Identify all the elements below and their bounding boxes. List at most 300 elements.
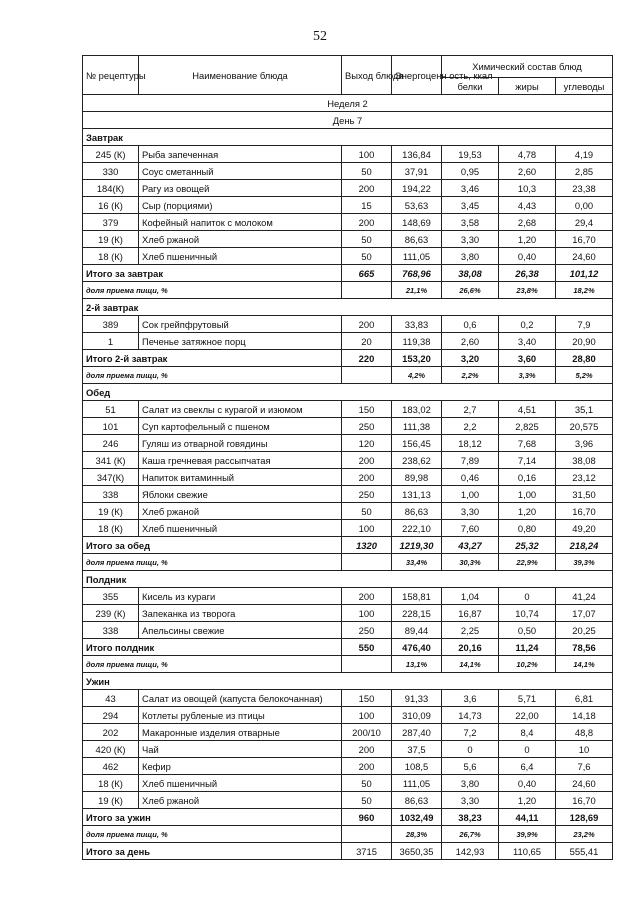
meal-total-value: 44,11: [499, 809, 556, 826]
dish-cell: 1,20: [499, 231, 556, 248]
dish-cell: 3,40: [499, 333, 556, 350]
dish-cell: 6,81: [556, 690, 613, 707]
dish-cell: 16,87: [442, 605, 499, 622]
meal-total-value: 25,32: [499, 537, 556, 554]
dish-cell: 19 (К): [83, 503, 139, 520]
dish-cell: 41,24: [556, 588, 613, 605]
day-total-value: 3715: [342, 843, 392, 860]
dish-cell: 7,9: [556, 316, 613, 333]
dish-cell: 14,18: [556, 707, 613, 724]
dish-cell: 48,8: [556, 724, 613, 741]
meal-share-row: [83, 826, 613, 843]
dish-cell: 310,09: [392, 707, 442, 724]
dish-cell: 2,7: [442, 401, 499, 418]
dish-cell: Яблоки свежие: [139, 486, 342, 503]
dish-row: [83, 146, 613, 163]
dish-row: [83, 605, 613, 622]
dish-cell: 24,60: [556, 248, 613, 265]
dish-cell: 100: [342, 146, 392, 163]
dish-cell: 2,60: [442, 333, 499, 350]
dish-cell: 89,98: [392, 469, 442, 486]
dish-row: [83, 248, 613, 265]
section-title: Завтрак: [83, 129, 613, 146]
meal-total-value: 768,96: [392, 265, 442, 282]
dish-cell: 250: [342, 486, 392, 503]
meal-total-value: 550: [342, 639, 392, 656]
dish-cell: Хлеб пшеничный: [139, 248, 342, 265]
dish-cell: Котлеты рубленые из птицы: [139, 707, 342, 724]
meal-total-value: 3,60: [499, 350, 556, 367]
meal-total-value: 28,80: [556, 350, 613, 367]
dish-cell: 330: [83, 163, 139, 180]
dish-cell: Кофейный напиток с молоком: [139, 214, 342, 231]
dish-cell: 15: [342, 197, 392, 214]
dish-cell: 184(К): [83, 180, 139, 197]
dish-cell: 6,4: [499, 758, 556, 775]
dish-cell: 355: [83, 588, 139, 605]
meal-share-value: 22,9%: [499, 554, 556, 571]
meal-total-value: 78,56: [556, 639, 613, 656]
section-title-row: [83, 571, 613, 588]
dish-cell: Печенье затяжное порц: [139, 333, 342, 350]
dish-cell: 16 (К): [83, 197, 139, 214]
dish-cell: 35,1: [556, 401, 613, 418]
dish-cell: 7,2: [442, 724, 499, 741]
meal-total-value: 128,69: [556, 809, 613, 826]
meal-total-value: 220: [342, 350, 392, 367]
dish-cell: 111,05: [392, 248, 442, 265]
dish-cell: 20,90: [556, 333, 613, 350]
dish-cell: 89,44: [392, 622, 442, 639]
dish-cell: 3,30: [442, 792, 499, 809]
dish-row: [83, 214, 613, 231]
dish-cell: 250: [342, 622, 392, 639]
dish-cell: 200/10: [342, 724, 392, 741]
meal-share-label: доля приема пищи, %: [83, 367, 342, 384]
dish-cell: 4,43: [499, 197, 556, 214]
dish-cell: 4,78: [499, 146, 556, 163]
meal-total-label: Итого за ужин: [83, 809, 342, 826]
dish-cell: 0,40: [499, 775, 556, 792]
dish-cell: 38,08: [556, 452, 613, 469]
meal-total-label: Итого за завтрак: [83, 265, 342, 282]
dish-cell: 250: [342, 418, 392, 435]
dish-cell: 200: [342, 741, 392, 758]
dish-cell: Сок грейпфрутовый: [139, 316, 342, 333]
dish-cell: 50: [342, 792, 392, 809]
dish-cell: 136,84: [392, 146, 442, 163]
dish-cell: 3,58: [442, 214, 499, 231]
meal-share-value: 21,1%: [392, 282, 442, 299]
dish-cell: 3,96: [556, 435, 613, 452]
meal-share-value: 2,2%: [442, 367, 499, 384]
dish-cell: 3,30: [442, 503, 499, 520]
meal-total-value: 476,40: [392, 639, 442, 656]
dish-cell: Макаронные изделия отварные: [139, 724, 342, 741]
dish-cell: 20: [342, 333, 392, 350]
meal-total-value: 11,24: [499, 639, 556, 656]
dish-cell: 7,68: [499, 435, 556, 452]
dish-cell: 294: [83, 707, 139, 724]
dish-cell: 37,91: [392, 163, 442, 180]
meal-total-value: 218,24: [556, 537, 613, 554]
meal-share-row: [83, 282, 613, 299]
dish-cell: 18 (К): [83, 248, 139, 265]
dish-cell: Хлеб ржаной: [139, 792, 342, 809]
dish-cell: 0,40: [499, 248, 556, 265]
meal-total-value: 1320: [342, 537, 392, 554]
dish-cell: 0,95: [442, 163, 499, 180]
protein-header: белки: [442, 78, 499, 95]
dish-cell: 5,71: [499, 690, 556, 707]
dish-cell: 20,25: [556, 622, 613, 639]
dish-cell: Напиток витаминный: [139, 469, 342, 486]
dish-cell: 10: [556, 741, 613, 758]
dish-cell: 0,6: [442, 316, 499, 333]
meal-share-label: доля приема пищи, %: [83, 656, 342, 673]
dish-cell: 238,62: [392, 452, 442, 469]
meal-share-label: доля приема пищи, %: [83, 826, 342, 843]
meal-share-value: 14,1%: [442, 656, 499, 673]
dish-cell: 50: [342, 163, 392, 180]
dish-cell: 148,69: [392, 214, 442, 231]
meal-share-row: [83, 554, 613, 571]
dish-cell: 202: [83, 724, 139, 741]
dish-cell: 16,70: [556, 792, 613, 809]
dish-row: [83, 163, 613, 180]
dish-cell: Хлеб пшеничный: [139, 520, 342, 537]
dish-cell: 0: [499, 741, 556, 758]
dish-cell: 1,20: [499, 792, 556, 809]
meal-share-value: 14,1%: [556, 656, 613, 673]
meal-share-value: 13,1%: [392, 656, 442, 673]
dish-cell: 86,63: [392, 792, 442, 809]
dish-cell: 1: [83, 333, 139, 350]
dish-cell: 53,63: [392, 197, 442, 214]
meal-share-row: [83, 656, 613, 673]
day-total-value: 110,65: [499, 843, 556, 860]
meal-share-value: 39,3%: [556, 554, 613, 571]
dish-cell: 23,38: [556, 180, 613, 197]
meal-total-value: 38,23: [442, 809, 499, 826]
dish-cell: Салат из свеклы с курагой и изюмом: [139, 401, 342, 418]
dish-cell: Хлеб пшеничный: [139, 775, 342, 792]
dish-cell: Рыба запеченная: [139, 146, 342, 163]
dish-cell: 50: [342, 248, 392, 265]
dish-cell: 22,00: [499, 707, 556, 724]
dish-cell: 86,63: [392, 231, 442, 248]
yield-header: Выход блюда: [342, 56, 392, 95]
meal-share-value: 23,8%: [499, 282, 556, 299]
dish-cell: 100: [342, 520, 392, 537]
meal-share-label: доля приема пищи, %: [83, 554, 342, 571]
meal-total-value: 20,16: [442, 639, 499, 656]
dish-row: [83, 418, 613, 435]
dish-cell: 7,6: [556, 758, 613, 775]
dish-cell: 100: [342, 707, 392, 724]
dish-row: [83, 792, 613, 809]
dish-cell: 338: [83, 622, 139, 639]
dish-cell: 222,10: [392, 520, 442, 537]
dish-cell: 8,4: [499, 724, 556, 741]
dish-cell: 108,5: [392, 758, 442, 775]
dish-cell: 49,20: [556, 520, 613, 537]
dish-cell: 91,33: [392, 690, 442, 707]
day-total-row: [83, 843, 613, 860]
dish-cell: 200: [342, 588, 392, 605]
dish-cell: 5,6: [442, 758, 499, 775]
dish-cell: 200: [342, 469, 392, 486]
meal-share-value: 3,3%: [499, 367, 556, 384]
dish-cell: 7,60: [442, 520, 499, 537]
table-header: [83, 56, 613, 95]
meal-share-row: [83, 367, 613, 384]
meal-share-value: 23,2%: [556, 826, 613, 843]
dish-cell: 379: [83, 214, 139, 231]
fat-header: жиры: [499, 78, 556, 95]
dish-cell: 150: [342, 401, 392, 418]
dish-cell: Каша гречневая рассыпчатая: [139, 452, 342, 469]
dish-cell: 462: [83, 758, 139, 775]
dish-cell: Рагу из овощей: [139, 180, 342, 197]
dish-cell: 111,38: [392, 418, 442, 435]
meal-share-value: 18,2%: [556, 282, 613, 299]
dish-cell: 101: [83, 418, 139, 435]
dish-cell: 389: [83, 316, 139, 333]
dish-cell: 10,3: [499, 180, 556, 197]
dish-row: [83, 775, 613, 792]
section-title-row: [83, 129, 613, 146]
dish-cell: 2,68: [499, 214, 556, 231]
dish-cell: Суп картофельный с пшеном: [139, 418, 342, 435]
dish-cell: 37,5: [392, 741, 442, 758]
dish-row: [83, 197, 613, 214]
dish-row: [83, 622, 613, 639]
dish-cell: 338: [83, 486, 139, 503]
table-body: [83, 95, 613, 860]
meal-share-empty: [342, 282, 392, 299]
dish-row: [83, 486, 613, 503]
dish-cell: 200: [342, 316, 392, 333]
dish-cell: 200: [342, 758, 392, 775]
dish-cell: 156,45: [392, 435, 442, 452]
dish-cell: 0,50: [499, 622, 556, 639]
section-title: Ужин: [83, 673, 613, 690]
dish-cell: 200: [342, 452, 392, 469]
dish-cell: 347(К): [83, 469, 139, 486]
dish-cell: 239 (К): [83, 605, 139, 622]
dish-cell: Хлеб ржаной: [139, 231, 342, 248]
week-label: Неделя 2: [83, 95, 613, 112]
dish-row: [83, 469, 613, 486]
dish-cell: Запеканка из творога: [139, 605, 342, 622]
dish-row: [83, 180, 613, 197]
meal-total-row: [83, 350, 613, 367]
dish-cell: 111,05: [392, 775, 442, 792]
dish-cell: Апельсины свежие: [139, 622, 342, 639]
dish-cell: 3,80: [442, 775, 499, 792]
meal-share-empty: [342, 554, 392, 571]
meal-total-value: 38,08: [442, 265, 499, 282]
dish-cell: 2,25: [442, 622, 499, 639]
section-title-row: [83, 299, 613, 316]
dish-cell: 120: [342, 435, 392, 452]
dish-cell: 7,89: [442, 452, 499, 469]
dish-cell: 150: [342, 690, 392, 707]
meal-share-value: 39,9%: [499, 826, 556, 843]
meal-total-value: 665: [342, 265, 392, 282]
section-title: 2-й завтрак: [83, 299, 613, 316]
dish-cell: 14,73: [442, 707, 499, 724]
meal-share-label: доля приема пищи, %: [83, 282, 342, 299]
dish-cell: 0,16: [499, 469, 556, 486]
section-title-row: [83, 673, 613, 690]
dish-cell: 2,825: [499, 418, 556, 435]
dish-cell: 2,60: [499, 163, 556, 180]
dish-cell: 0,80: [499, 520, 556, 537]
dish-row: [83, 520, 613, 537]
dish-cell: 341 (К): [83, 452, 139, 469]
meal-total-label: Итого 2-й завтрак: [83, 350, 342, 367]
dish-cell: 0: [442, 741, 499, 758]
dish-cell: 0,46: [442, 469, 499, 486]
dish-cell: Гуляш из отварной говядины: [139, 435, 342, 452]
dish-cell: 29,4: [556, 214, 613, 231]
dish-cell: 19 (К): [83, 792, 139, 809]
section-title-row: [83, 384, 613, 401]
page-number: 52: [313, 29, 327, 44]
day-label: День 7: [83, 112, 613, 129]
day-total-value: 555,41: [556, 843, 613, 860]
dish-cell: 19 (К): [83, 231, 139, 248]
dish-cell: 200: [342, 214, 392, 231]
dish-row: [83, 503, 613, 520]
meal-total-value: 1219,30: [392, 537, 442, 554]
dish-cell: 16,70: [556, 503, 613, 520]
dish-cell: 1,20: [499, 503, 556, 520]
dish-cell: 2,85: [556, 163, 613, 180]
dish-row: [83, 401, 613, 418]
meal-share-value: 26,6%: [442, 282, 499, 299]
dish-cell: 50: [342, 775, 392, 792]
dish-cell: Салат из овощей (капуста белокочанная): [139, 690, 342, 707]
meal-share-value: 5,2%: [556, 367, 613, 384]
dish-row: [83, 452, 613, 469]
dish-cell: 245 (К): [83, 146, 139, 163]
dish-cell: Кефир: [139, 758, 342, 775]
meal-total-label: Итого полдник: [83, 639, 342, 656]
dish-cell: 4,51: [499, 401, 556, 418]
dish-row: [83, 758, 613, 775]
meal-total-value: 1032,49: [392, 809, 442, 826]
dish-row: [83, 588, 613, 605]
dish-cell: 158,81: [392, 588, 442, 605]
section-title: Полдник: [83, 571, 613, 588]
dish-cell: 3,6: [442, 690, 499, 707]
recipe-number-header: № рецептуры: [83, 56, 139, 95]
dish-cell: 18 (К): [83, 520, 139, 537]
meal-share-value: 10,2%: [499, 656, 556, 673]
meal-share-value: 28,3%: [392, 826, 442, 843]
dish-cell: 86,63: [392, 503, 442, 520]
dish-cell: Соус сметанный: [139, 163, 342, 180]
dish-cell: 3,30: [442, 231, 499, 248]
dish-row: [83, 231, 613, 248]
dish-row: [83, 690, 613, 707]
meal-share-value: 30,3%: [442, 554, 499, 571]
dish-cell: 16,70: [556, 231, 613, 248]
dish-cell: 19,53: [442, 146, 499, 163]
dish-cell: 1,04: [442, 588, 499, 605]
meal-total-row: [83, 265, 613, 282]
meal-share-empty: [342, 656, 392, 673]
dish-name-header: Наименование блюда: [139, 56, 342, 95]
meal-share-empty: [342, 826, 392, 843]
dish-cell: 194,22: [392, 180, 442, 197]
meal-share-value: 33,4%: [392, 554, 442, 571]
dish-cell: 24,60: [556, 775, 613, 792]
dish-cell: 0: [499, 588, 556, 605]
dish-cell: 3,80: [442, 248, 499, 265]
dish-cell: 183,02: [392, 401, 442, 418]
meal-share-value: 26,7%: [442, 826, 499, 843]
carbs-header: углеводы: [556, 78, 613, 95]
meal-total-value: 26,38: [499, 265, 556, 282]
energy-header: Энергоценн ость, ккал: [392, 56, 442, 95]
dish-cell: 51: [83, 401, 139, 418]
dish-cell: Чай: [139, 741, 342, 758]
meal-share-value: 4,2%: [392, 367, 442, 384]
dish-row: [83, 316, 613, 333]
meal-total-value: 101,12: [556, 265, 613, 282]
meal-total-value: 3,20: [442, 350, 499, 367]
dish-row: [83, 707, 613, 724]
meal-total-label: Итого за обед: [83, 537, 342, 554]
dish-cell: 33,83: [392, 316, 442, 333]
dish-cell: 287,40: [392, 724, 442, 741]
day-total-label: Итого за день: [83, 843, 342, 860]
dish-cell: 131,13: [392, 486, 442, 503]
dish-cell: 7,14: [499, 452, 556, 469]
day-total-value: 3650,35: [392, 843, 442, 860]
dish-cell: 10,74: [499, 605, 556, 622]
meal-total-row: [83, 537, 613, 554]
dish-row: [83, 333, 613, 350]
dish-cell: 1,00: [442, 486, 499, 503]
dish-row: [83, 435, 613, 452]
dish-cell: 18,12: [442, 435, 499, 452]
dish-row: [83, 741, 613, 758]
dish-cell: 23,12: [556, 469, 613, 486]
dish-cell: 50: [342, 503, 392, 520]
dish-cell: 228,15: [392, 605, 442, 622]
dish-cell: 246: [83, 435, 139, 452]
dish-cell: 4,19: [556, 146, 613, 163]
dish-cell: 18 (К): [83, 775, 139, 792]
meal-total-value: 153,20: [392, 350, 442, 367]
day-total-value: 142,93: [442, 843, 499, 860]
dish-cell: 43: [83, 690, 139, 707]
dish-cell: 420 (К): [83, 741, 139, 758]
dish-cell: 200: [342, 180, 392, 197]
dish-row: [83, 724, 613, 741]
dish-cell: 0,2: [499, 316, 556, 333]
dish-cell: Кисель из кураги: [139, 588, 342, 605]
dish-cell: 100: [342, 605, 392, 622]
dish-cell: 20,575: [556, 418, 613, 435]
menu-table: [82, 55, 613, 860]
dish-cell: 0,00: [556, 197, 613, 214]
